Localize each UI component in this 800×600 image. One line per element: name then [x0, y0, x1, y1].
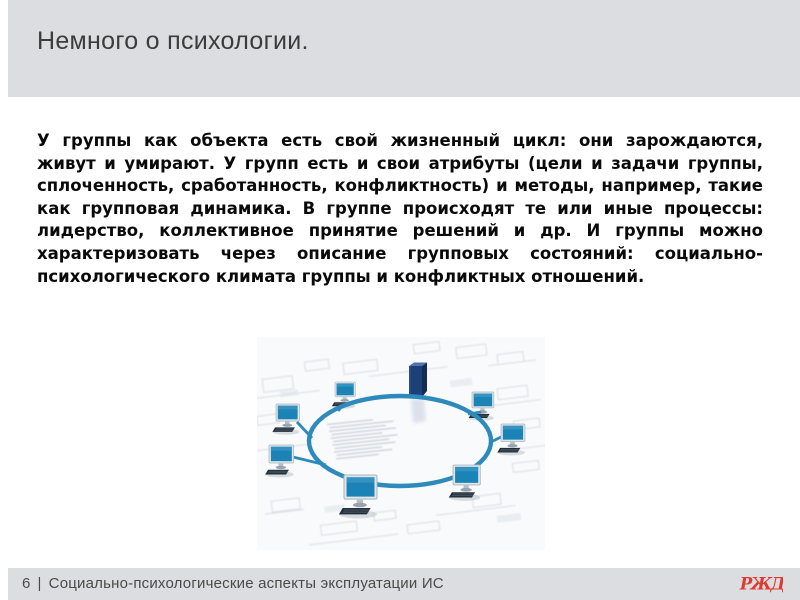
- body-paragraph: У группы как объекта есть свой жизненный цикл: они зарождаются, живут и умирают. У групп есть и свои атрибуты (цели и задачи группы, сплоченность, сработанность, конфликтность) и методы, например, такие как групповая динамика. В группе происходят те или иные процессы: лидерство, коллективное принятие решений и др. И группы можно характеризовать через описание групповых состояний: социально-психологического климата группы и конфликтных отношений.: [37, 131, 763, 286]
- page-number: 6: [22, 574, 31, 592]
- footer-separator: |: [37, 574, 42, 592]
- rzd-logo-text: РЖД: [739, 574, 783, 594]
- rzd-logo: [739, 574, 783, 594]
- network-ring-illustration: [257, 337, 545, 550]
- footer-band: [8, 568, 800, 600]
- slide-title: Немного о психологии.: [37, 27, 309, 55]
- title-band: [8, 0, 800, 97]
- network-ring-image: [257, 337, 545, 550]
- footer-label: Социально-психологические аспекты эксплуатации ИС: [48, 574, 444, 592]
- footer-caption: [22, 568, 444, 598]
